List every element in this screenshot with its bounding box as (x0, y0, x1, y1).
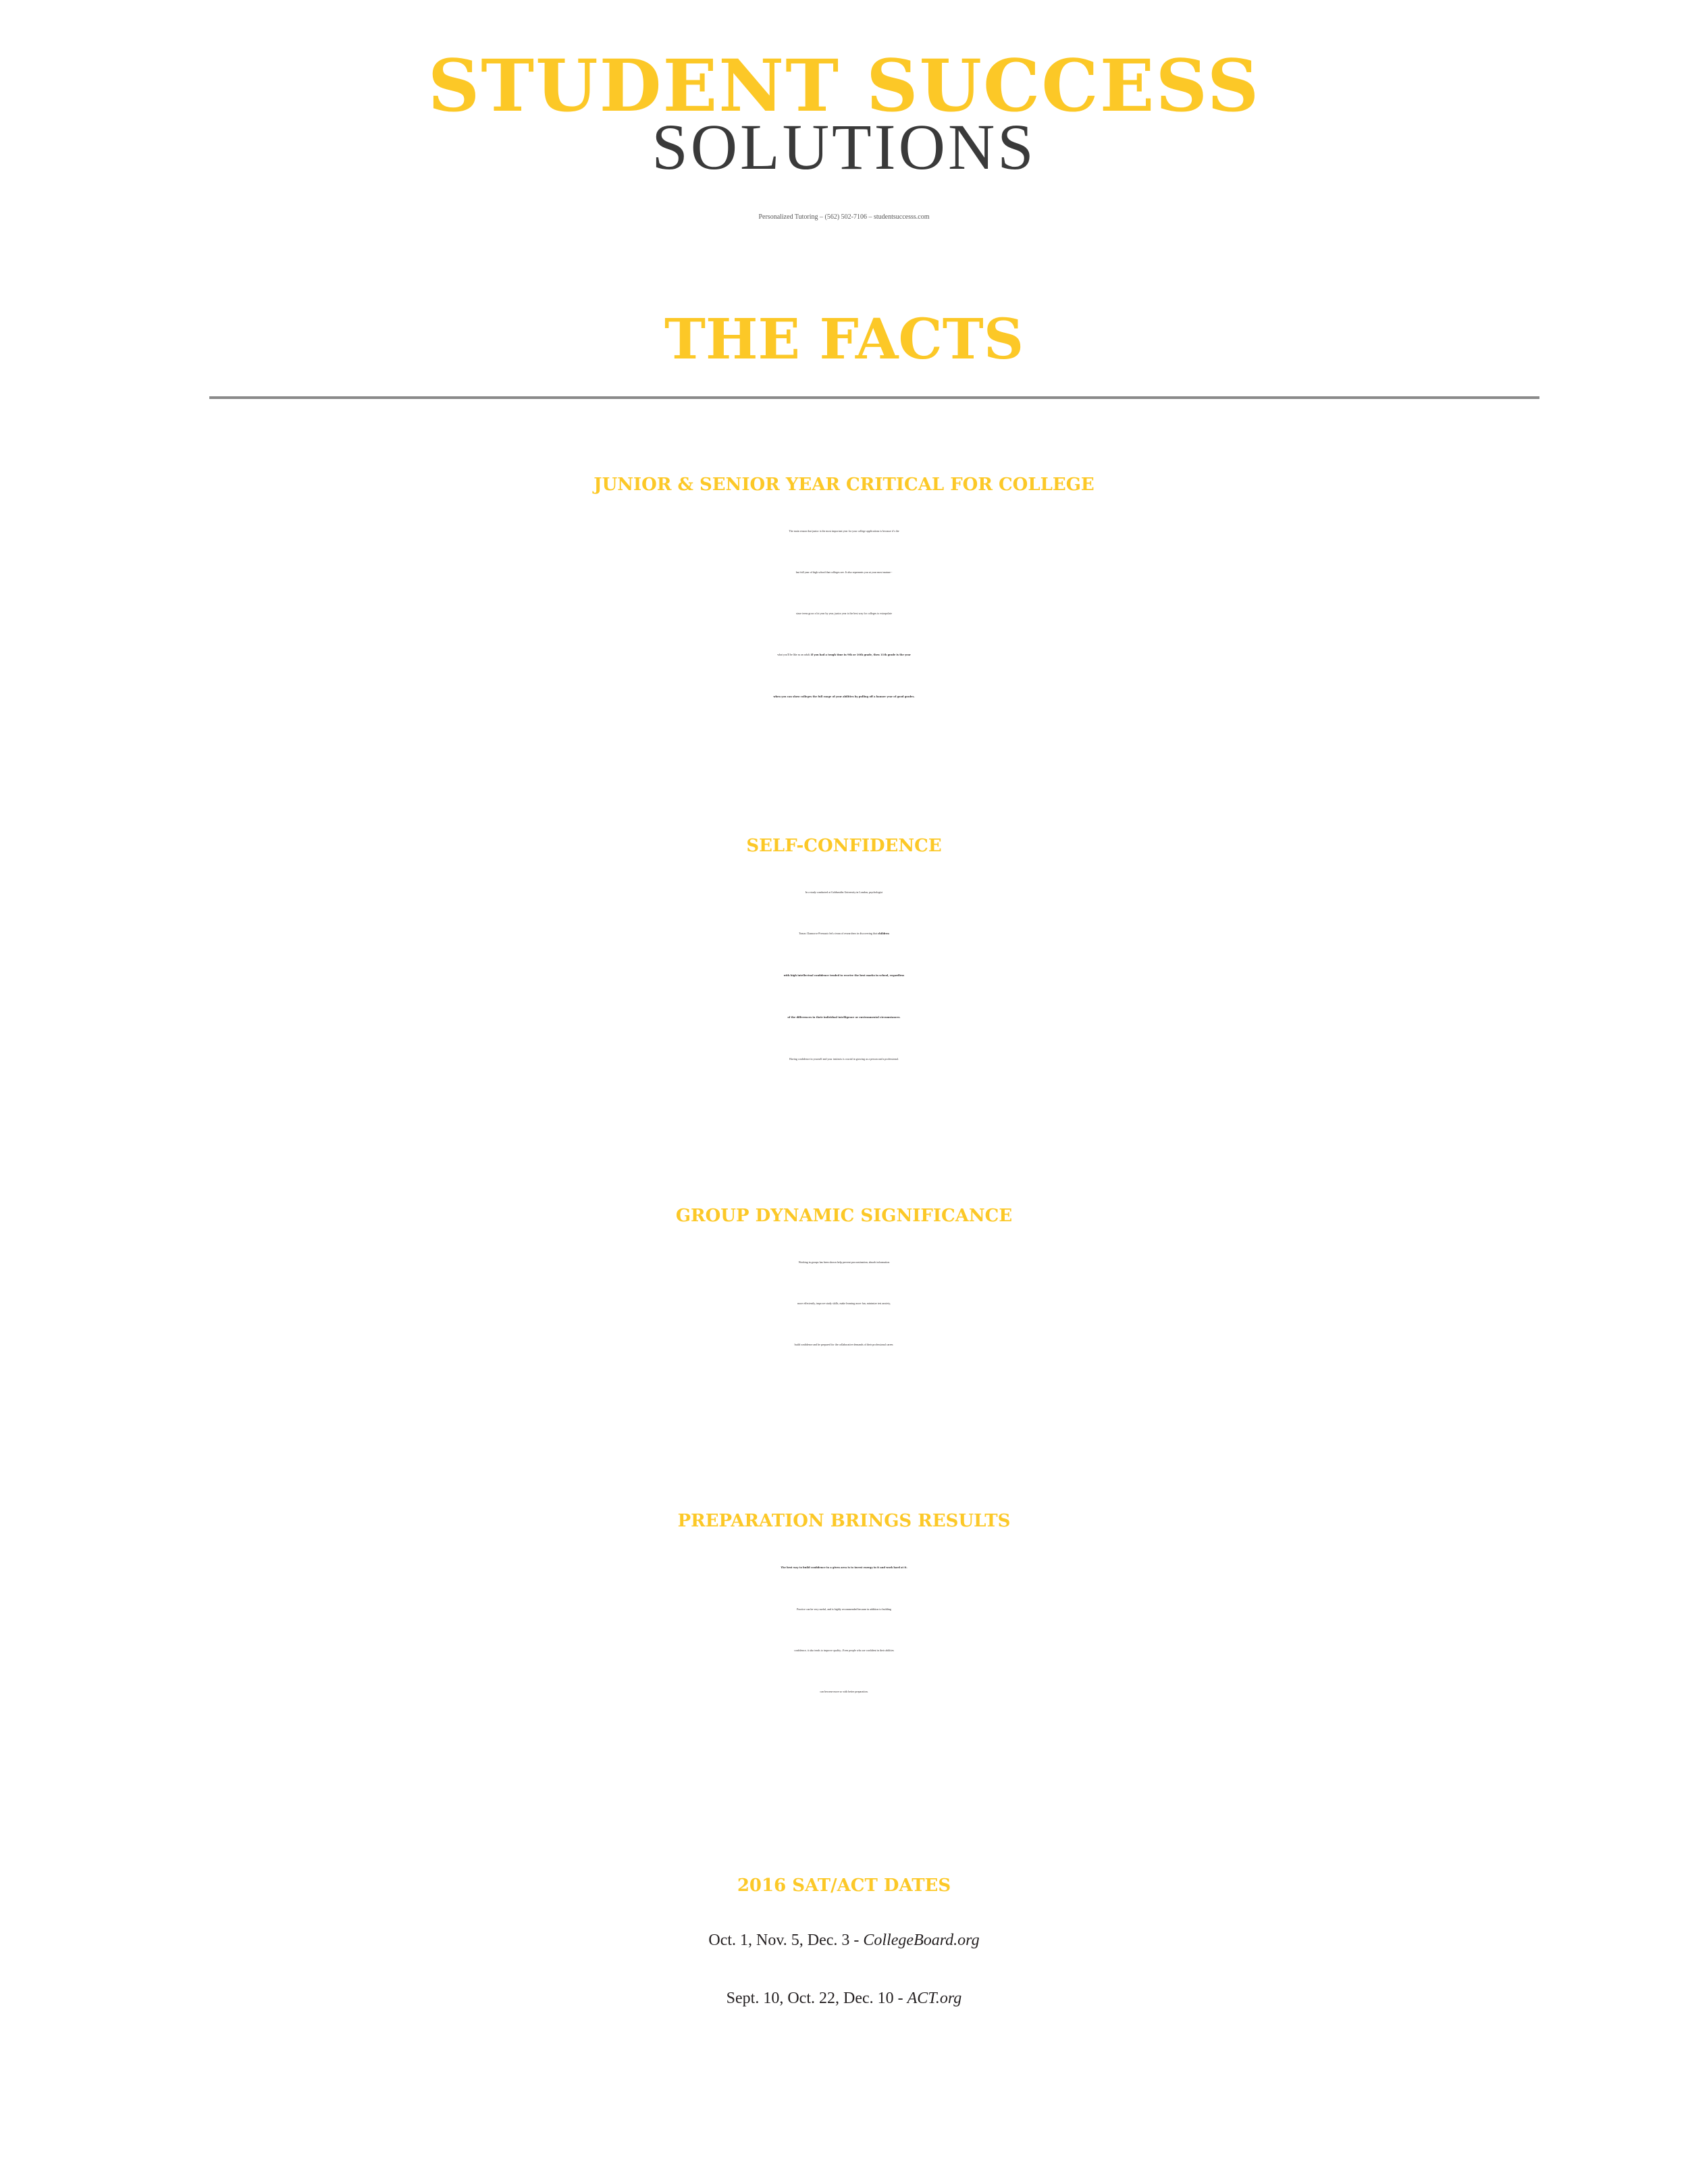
body-line: confidence, it also tends to improve quality...Even people who are confident in their abilities (794, 1649, 894, 1652)
body-line (0, 955, 1688, 996)
section-junior-senior (0, 459, 1688, 754)
emphasis-text: of the differences in their individual intelligence or environmental circumstances (787, 1016, 900, 1019)
act-dates: Sept. 10, Oct. 22, Dec. 10 - (726, 1990, 907, 2007)
body-line (0, 634, 1688, 676)
facts-heading: THE FACTS (664, 307, 1024, 372)
emphasis-text: with high intellectual confidence tended to receive the best marks in school, regardless (783, 974, 905, 977)
sat-dates: Oct. 1, Nov. 5, Dec. 3 - (708, 1932, 864, 1949)
body-line: since teens grow a lot year by year, junior year is the best way for colleges to extrapolate (795, 612, 892, 615)
body-line: Practice can be very useful, and is highly recommended because in addition to building (797, 1607, 891, 1611)
section-title: SELF-CONFIDENCE (746, 836, 942, 856)
body-line (0, 913, 1688, 955)
body-line: build confidence and be prepared for the collaborative demands of their professional career. (794, 1343, 894, 1346)
collegeboard-link[interactable]: CollegeBoard.org (863, 1932, 980, 1949)
section-title: GROUP DYNAMIC SIGNIFICANCE (675, 1206, 1013, 1226)
brand-name-line1: STUDENT SUCCESS (427, 43, 1261, 128)
body-line: can become more so with better preparation. (820, 1690, 868, 1693)
body-line: The main reason that junior is the most important year for your college applications is because it’s the (789, 529, 899, 533)
section-test-dates (0, 1860, 1688, 2027)
body-line (0, 1547, 1688, 1589)
section-preparation (0, 1495, 1688, 1785)
section-title: PREPARATION BRINGS RESULTS (677, 1511, 1011, 1531)
emphasis-text: The best way to build confidence in a given area is to invest energy in it and work hard at it. (781, 1566, 907, 1569)
body-line (0, 996, 1688, 1038)
body-line: Working in groups has been shown help prevent procrastination, absorb information (798, 1260, 890, 1264)
contact-tagline: Personalized Tutoring – (562) 502-7106 – studentsuccesss.com (758, 213, 930, 221)
act-dates-line (0, 1969, 1688, 2027)
section-self-confidence (0, 820, 1688, 1116)
emphasis-text: If you had a tough time in 9th or 10th grade, then 11th grade is the year (810, 654, 911, 656)
brand-name-line2: SOLUTIONS (652, 111, 1036, 183)
body-line: In a study conducted at Goldsmiths University in London, psychologist (805, 890, 883, 894)
body-line: Having confidence in yourself and your instincts is crucial in growing as a person and a professional. (789, 1057, 899, 1061)
section-title: 2016 SAT/ACT DATES (737, 1875, 951, 1896)
sat-dates-line (0, 1911, 1688, 1969)
section-group-dynamic (0, 1190, 1688, 1402)
body-line: more effeciently, improve study skills, make learning more fun, minimize test anxiety, (797, 1302, 891, 1305)
source-link[interactable] (0, 1750, 1688, 1785)
body-line (0, 676, 1688, 718)
body-text: . (899, 1015, 901, 1019)
source-link[interactable] (0, 1081, 1688, 1116)
emphasis-text: children (877, 932, 889, 935)
body-text: Tomas Chamorro-Premuzic led a team of researchers in discovering that (799, 932, 878, 935)
section-title: JUNIOR & SENIOR YEAR CRITICAL FOR COLLEGE (594, 475, 1094, 495)
source-link[interactable] (0, 719, 1688, 754)
act-link[interactable]: ACT.org (907, 1990, 962, 2007)
source-link[interactable] (0, 1366, 1688, 1402)
body-text: what you'll be like as an adult. (777, 653, 811, 656)
source-link[interactable] (0, 1713, 1688, 1749)
emphasis-text: when you can show colleges the full range of your abilities by pulling off a banner year of good grades. (773, 695, 915, 698)
body-line: last full year of high school that colleges see. It also represents you at your most mature - (795, 570, 893, 574)
heading-divider (209, 396, 1539, 399)
